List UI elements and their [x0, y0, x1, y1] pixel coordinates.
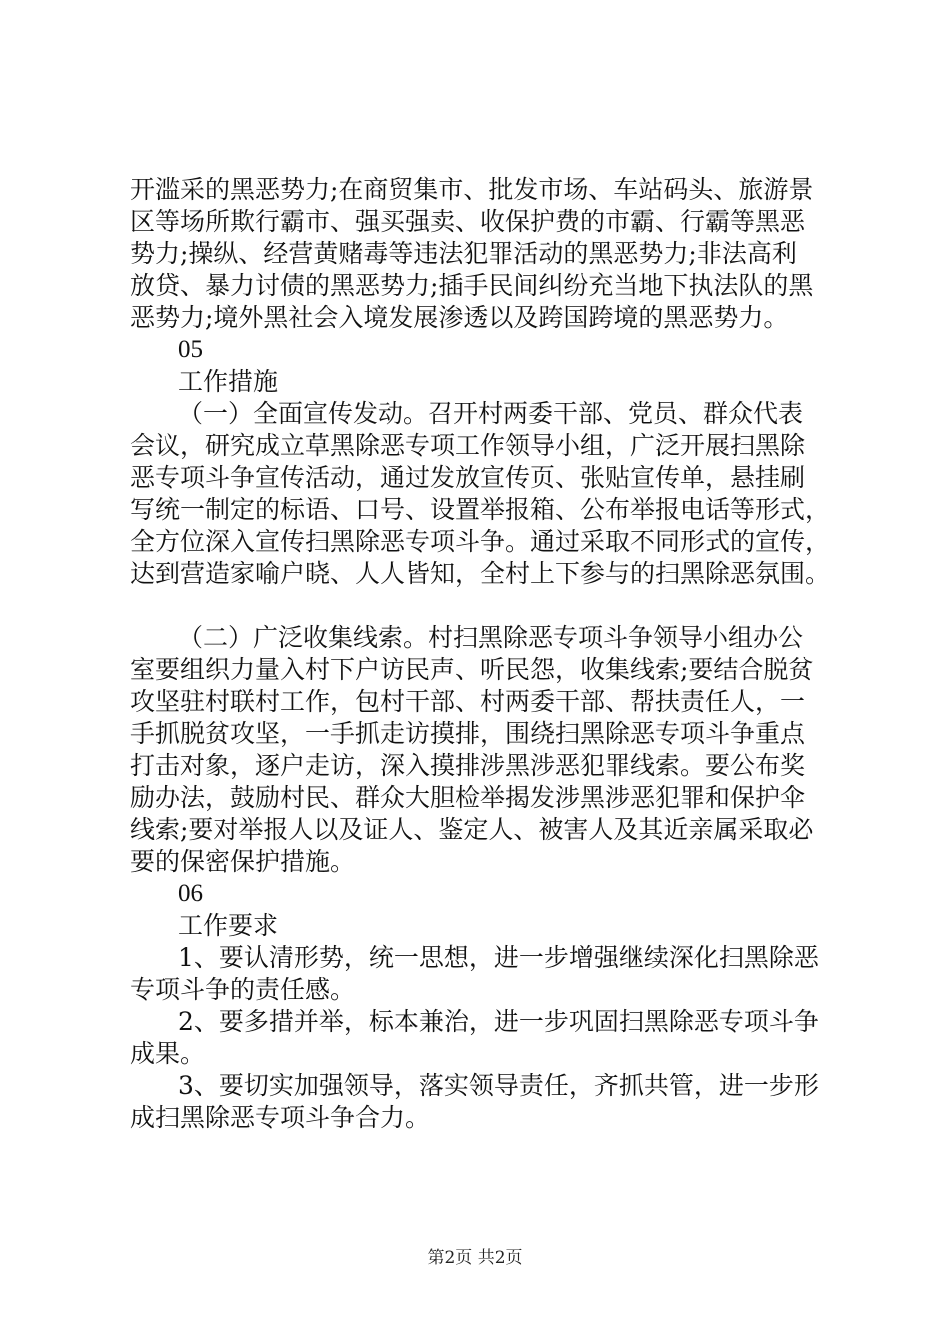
text-line: 达到营造家喻户晓、人人皆知，全村上下参与的扫黑除恶氛围。	[130, 559, 831, 588]
section-number: 05	[178, 336, 203, 363]
list-item-first-line: 1、要认清形势，统一思想，进一步增强继续深化扫黑除恶	[178, 943, 819, 972]
text-line: 打击对象，逐户走访，深入摸排涉黑涉恶犯罪线索。要公布奖	[130, 751, 806, 780]
text-line: 励办法，鼓励村民、群众大胆检举揭发涉黑涉恶犯罪和保护伞	[130, 783, 806, 812]
section-heading: 工作要求	[178, 911, 279, 940]
text-line: 要的保密保护措施。	[130, 847, 356, 876]
text-line: 势力;操纵、经营黄赌毒等违法犯罪活动的黑恶势力;非法高利	[130, 239, 797, 268]
text-line: 手抓脱贫攻坚，一手抓走访摸排，围绕扫黑除恶专项斗争重点	[130, 719, 806, 748]
text-line: 恶势力;境外黑社会入境发展渗透以及跨国跨境的黑恶势力。	[130, 303, 789, 332]
text-line: 写统一制定的标语、口号、设置举报箱、公布举报电话等形式，	[130, 495, 831, 524]
text-line: 会议，研究成立草黑除恶专项工作领导小组，广泛开展扫黑除	[130, 431, 806, 460]
section-heading: 工作措施	[178, 367, 279, 396]
text-line: 室要组织力量入村下户访民声、听民怨，收集线索;要结合脱贫	[130, 655, 814, 684]
text-line: 成扫黑除恶专项斗争合力。	[130, 1103, 431, 1132]
text-line: 开滥采的黑恶势力;在商贸集市、批发市场、车站码头、旅游景	[130, 175, 814, 204]
text-line: 线索;要对举报人以及证人、鉴定人、被害人及其近亲属采取必	[130, 815, 814, 844]
document-body	[130, 174, 830, 1134]
text-line: 专项斗争的责任感。	[130, 975, 356, 1004]
list-item-first-line: 2、要多措并举，标本兼治，进一步巩固扫黑除恶专项斗争	[178, 1007, 819, 1036]
paragraph-first-line: （二）广泛收集线索。村扫黑除恶专项斗争领导小组办公	[178, 623, 804, 652]
page-footer: 第2页 共2页	[427, 1248, 523, 1268]
paragraph-gap	[130, 590, 830, 622]
section-number: 06	[178, 880, 203, 907]
list-item-first-line: 3、要切实加强领导，落实领导责任，齐抓共管，进一步形	[178, 1071, 819, 1100]
text-line: 恶专项斗争宣传活动，通过发放宣传页、张贴宣传单，悬挂刷	[130, 463, 806, 492]
text-line: 放贷、暴力讨债的黑恶势力;插手民间纠纷充当地下执法队的黑	[130, 271, 814, 300]
text-line: 全方位深入宣传扫黑除恶专项斗争。通过采取不同形式的宣传，	[130, 527, 831, 556]
text-line: 攻坚驻村联村工作，包村干部、村两委干部、帮扶责任人，一	[130, 687, 806, 716]
paragraph-first-line: （一）全面宣传发动。召开村两委干部、党员、群众代表	[178, 399, 804, 428]
text-line: 区等场所欺行霸市、强买强卖、收保护费的市霸、行霸等黑恶	[130, 207, 806, 236]
text-line: 成果。	[130, 1039, 206, 1068]
